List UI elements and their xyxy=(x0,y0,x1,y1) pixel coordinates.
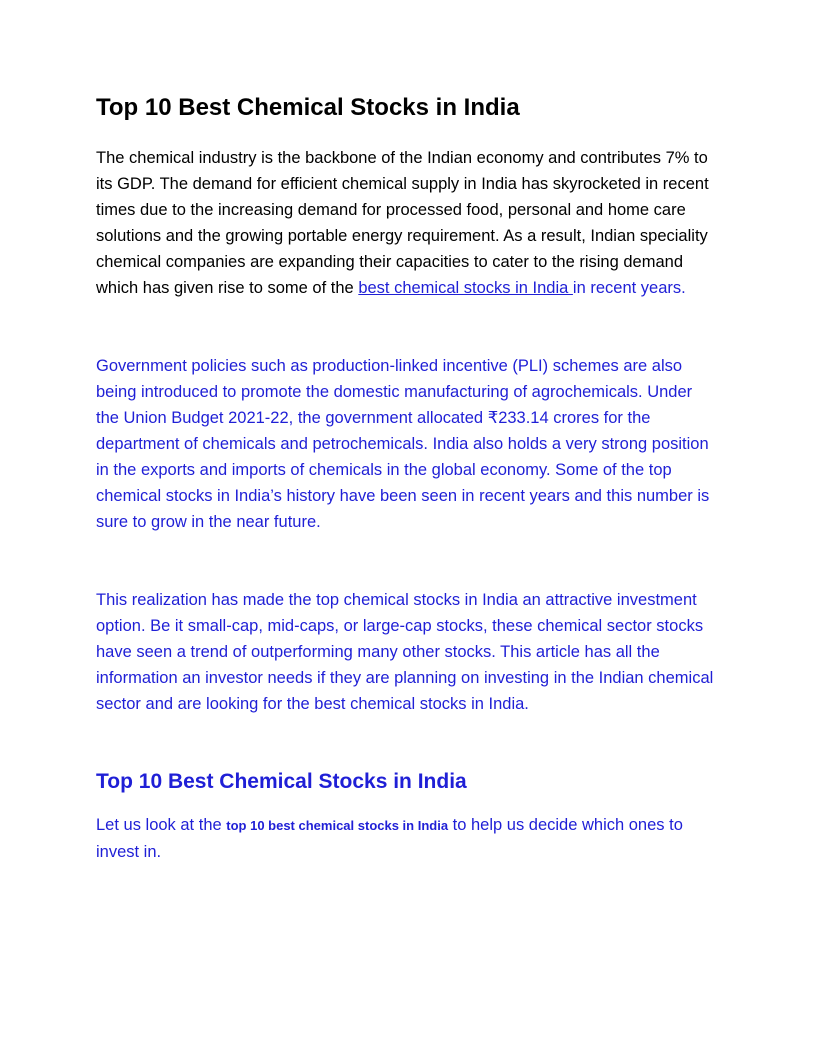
closing-bold: top 10 best chemical stocks in India xyxy=(226,817,449,833)
section-heading: Top 10 Best Chemical Stocks in India xyxy=(96,769,467,793)
spacer xyxy=(96,301,716,353)
spacer xyxy=(96,717,716,769)
closing-tail: to help us decide which ones to invest in. xyxy=(96,815,683,861)
spacer xyxy=(96,535,716,587)
best-chemical-stocks-link[interactable]: best chemical stocks in India xyxy=(358,278,573,297)
realization-paragraph: This realization has made the top chemical stocks in India an attractive investment option. Be it small-cap, mid-caps, or large-cap stocks, these chemical sector stocks have seen a trend of outperforming many other stocks. This article has all the information an investor needs if they are planning on investing in the Indian chemical sector and are looking for the best chemical stocks in India. xyxy=(96,590,714,713)
closing-lead: Let us look at the xyxy=(96,815,227,834)
document-page xyxy=(96,94,716,865)
page-title: Top 10 Best Chemical Stocks in India xyxy=(96,94,520,121)
intro-paragraph xyxy=(96,145,716,301)
policy-paragraph: Government policies such as production-linked incentive (PLI) schemes are also being introduced to promote the domestic manufacturing of agrochemicals. Under the Union Budget 2021-22, the government allocated ₹233.14 crores for the department of chemicals and petrochemicals. India also holds a very strong position in the exports and imports of chemicals in the global economy. Some of the top chemical stocks in India’s history have been seen in recent years and this number is sure to grow in the near future. xyxy=(96,356,710,531)
closing-paragraph xyxy=(96,812,716,865)
intro-text: The chemical industry is the backbone of the Indian economy and contributes 7% to its GDP. The demand for efficient chemical supply in India has skyrocketed in recent times due to the increasing demand for processed food, personal and home care solutions and the growing portable energy requirement. As a result, Indian speciality chemical companies are expanding their capacities to cater to the rising demand which has given rise to some of the xyxy=(96,148,709,297)
intro-tail: in recent years. xyxy=(572,278,686,297)
